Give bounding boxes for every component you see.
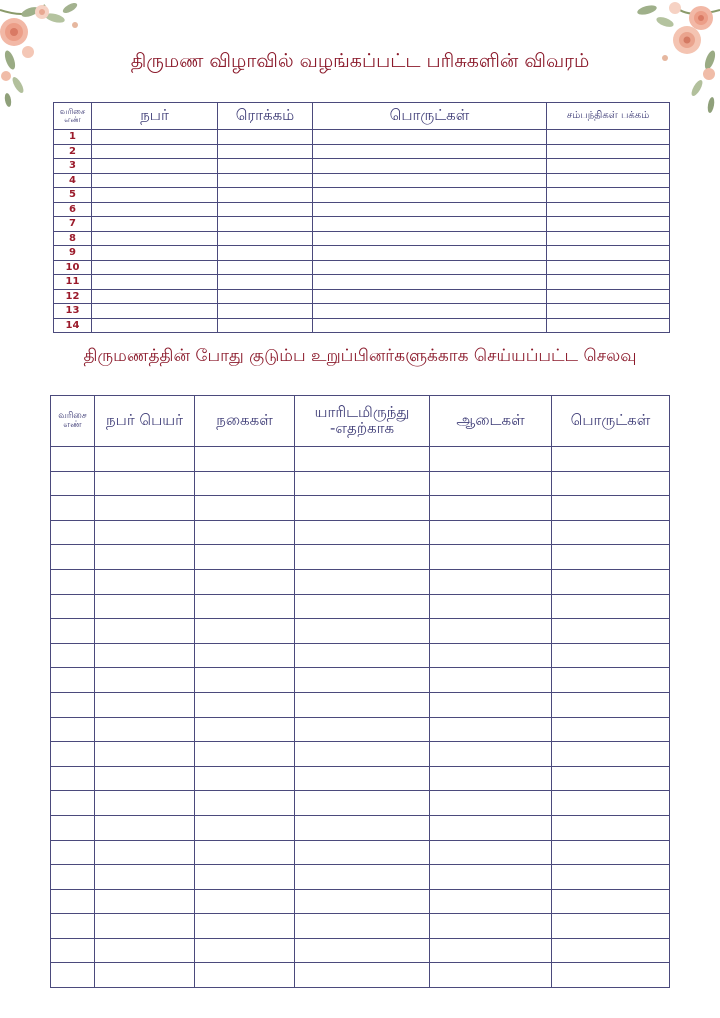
entry-cell[interactable] [295,545,430,570]
expenses-table-header-row [51,396,670,447]
entry-cell[interactable] [51,938,95,963]
entry-cell[interactable] [430,668,552,693]
table-row [51,766,670,791]
entry-cell[interactable] [552,766,670,791]
row-number: 8 [54,231,92,246]
entry-cell[interactable] [51,447,95,472]
entry-cell[interactable] [295,791,430,816]
entry-cell[interactable] [218,130,313,145]
entry-cell[interactable] [95,815,195,840]
entry-cell[interactable] [51,619,95,644]
table-row [51,569,670,594]
entry-cell[interactable] [295,447,430,472]
entry-cell[interactable] [92,275,218,290]
entry-cell[interactable] [95,840,195,865]
entry-cell[interactable] [430,717,552,742]
table-row [54,144,670,159]
entry-cell[interactable] [51,643,95,668]
entry-cell[interactable] [95,717,195,742]
entry-cell[interactable] [547,159,670,174]
entry-cell[interactable] [218,246,313,261]
entry-cell[interactable] [95,520,195,545]
entry-cell[interactable] [430,447,552,472]
entry-cell[interactable] [313,173,547,188]
entry-cell[interactable] [51,889,95,914]
table-row [54,217,670,232]
entry-cell[interactable] [195,914,295,939]
entry-cell[interactable] [552,692,670,717]
header-serial-no: வரிசை எண் [54,103,92,130]
entry-cell[interactable] [547,173,670,188]
entry-cell[interactable] [95,569,195,594]
entry-cell[interactable] [430,520,552,545]
entry-cell[interactable] [218,260,313,275]
entry-cell[interactable] [95,545,195,570]
entry-cell[interactable] [430,569,552,594]
table-row [51,545,670,570]
table-row [51,643,670,668]
entry-cell[interactable] [552,471,670,496]
row-number: 7 [54,217,92,232]
entry-cell[interactable] [51,766,95,791]
entry-cell[interactable] [430,840,552,865]
entry-cell[interactable] [92,318,218,333]
entry-cell[interactable] [547,202,670,217]
table-row [51,520,670,545]
entry-cell[interactable] [218,304,313,319]
entry-cell[interactable] [552,889,670,914]
entry-cell[interactable] [51,471,95,496]
entry-cell[interactable] [295,865,430,890]
table-row [54,246,670,261]
table-row [51,496,670,521]
entry-cell[interactable] [295,471,430,496]
entry-cell[interactable] [92,260,218,275]
header-jewels: நகைகள் [195,396,295,447]
expenses-title: திருமணத்தின் போது குடும்ப உறுப்பினர்களுக்காக செய்யப்பட்ட செலவு [83,346,637,366]
header-items: பொருட்கள் [552,396,670,447]
entry-cell[interactable] [218,289,313,304]
entry-cell[interactable] [92,159,218,174]
entry-cell[interactable] [195,619,295,644]
entry-cell[interactable] [195,963,295,988]
table-row [54,275,670,290]
entry-cell[interactable] [92,289,218,304]
entry-cell[interactable] [92,231,218,246]
entry-cell[interactable] [95,496,195,521]
entry-cell[interactable] [430,545,552,570]
entry-cell[interactable] [195,569,295,594]
entry-cell[interactable] [430,914,552,939]
entry-cell[interactable] [92,173,218,188]
entry-cell[interactable] [195,889,295,914]
entry-cell[interactable] [195,815,295,840]
entry-cell[interactable] [295,766,430,791]
entry-cell[interactable] [95,619,195,644]
entry-cell[interactable] [430,619,552,644]
entry-cell[interactable] [313,144,547,159]
table-row [51,742,670,767]
entry-cell[interactable] [95,643,195,668]
entry-cell[interactable] [218,231,313,246]
table-row [51,914,670,939]
entry-cell[interactable] [195,865,295,890]
entry-cell[interactable] [547,304,670,319]
entry-cell[interactable] [295,496,430,521]
entry-cell[interactable] [95,914,195,939]
entry-cell[interactable] [430,643,552,668]
gifts-table [53,102,670,333]
entry-cell[interactable] [218,188,313,203]
entry-cell[interactable] [552,643,670,668]
row-number: 10 [54,260,92,275]
table-row [51,471,670,496]
table-row [54,260,670,275]
entry-cell[interactable] [547,188,670,203]
entry-cell[interactable] [552,447,670,472]
entry-cell[interactable] [313,130,547,145]
entry-cell[interactable] [51,569,95,594]
table-row [51,692,670,717]
entry-cell[interactable] [552,668,670,693]
entry-cell[interactable] [95,742,195,767]
entry-cell[interactable] [95,889,195,914]
entry-cell[interactable] [218,173,313,188]
table-row [54,318,670,333]
table-row [54,202,670,217]
table-row [54,130,670,145]
entry-cell[interactable] [552,742,670,767]
entry-cell[interactable] [51,914,95,939]
row-number: 12 [54,289,92,304]
entry-cell[interactable] [295,520,430,545]
entry-cell[interactable] [430,471,552,496]
table-row [51,447,670,472]
entry-cell[interactable] [51,496,95,521]
entry-cell[interactable] [430,594,552,619]
entry-cell[interactable] [51,668,95,693]
entry-cell[interactable] [218,275,313,290]
entry-cell[interactable] [195,717,295,742]
entry-cell[interactable] [92,202,218,217]
gifts-title: திருமண விழாவில் வழங்கப்பட்ட பரிசுகளின் விவரம் [130,50,590,72]
entry-cell[interactable] [295,840,430,865]
entry-cell[interactable] [313,188,547,203]
entry-cell[interactable] [552,840,670,865]
entry-cell[interactable] [430,865,552,890]
entry-cell[interactable] [313,202,547,217]
entry-cell[interactable] [552,865,670,890]
entry-cell[interactable] [552,963,670,988]
entry-cell[interactable] [430,791,552,816]
entry-cell[interactable] [547,275,670,290]
entry-cell[interactable] [51,545,95,570]
entry-cell[interactable] [552,520,670,545]
row-number: 14 [54,318,92,333]
gifts-table-header-row [54,103,670,130]
entry-cell[interactable] [313,318,547,333]
entry-cell[interactable] [195,742,295,767]
row-number: 13 [54,304,92,319]
entry-cell[interactable] [51,520,95,545]
entry-cell[interactable] [92,304,218,319]
table-row [51,840,670,865]
table-row [51,815,670,840]
row-number: 11 [54,275,92,290]
table-row [51,594,670,619]
table-row [51,963,670,988]
entry-cell[interactable] [313,304,547,319]
table-row [54,188,670,203]
entry-cell[interactable] [92,130,218,145]
entry-cell[interactable] [295,643,430,668]
entry-cell[interactable] [92,217,218,232]
entry-cell[interactable] [430,496,552,521]
table-row [51,717,670,742]
entry-cell[interactable] [430,742,552,767]
entry-cell[interactable] [51,815,95,840]
entry-cell[interactable] [95,938,195,963]
entry-cell[interactable] [295,594,430,619]
entry-cell[interactable] [195,545,295,570]
row-number: 1 [54,130,92,145]
entry-cell[interactable] [195,840,295,865]
row-number: 3 [54,159,92,174]
entry-cell[interactable] [51,865,95,890]
table-row [54,159,670,174]
entry-cell[interactable] [430,766,552,791]
expenses-table [50,395,670,988]
entry-cell[interactable] [313,159,547,174]
header-serial-no: வரிசை எண் [51,396,95,447]
entry-cell[interactable] [195,766,295,791]
table-row [51,889,670,914]
entry-cell[interactable] [195,791,295,816]
entry-cell[interactable] [547,260,670,275]
entry-cell[interactable] [92,188,218,203]
header-items: பொருட்கள் [313,103,547,130]
entry-cell[interactable] [218,217,313,232]
table-row [54,231,670,246]
entry-cell[interactable] [295,938,430,963]
entry-cell[interactable] [51,791,95,816]
entry-cell[interactable] [552,619,670,644]
entry-cell[interactable] [92,144,218,159]
entry-cell[interactable] [547,246,670,261]
header-person: நபர் [92,103,218,130]
entry-cell[interactable] [313,260,547,275]
entry-cell[interactable] [95,447,195,472]
entry-cell[interactable] [95,963,195,988]
entry-cell[interactable] [295,815,430,840]
entry-cell[interactable] [95,766,195,791]
entry-cell[interactable] [552,594,670,619]
entry-cell[interactable] [295,717,430,742]
entry-cell[interactable] [430,815,552,840]
entry-cell[interactable] [430,692,552,717]
table-row [51,865,670,890]
row-number: 2 [54,144,92,159]
header-clothes: ஆடைகள் [430,396,552,447]
header-from-whom-for-what: யாரிடமிருந்து -எதற்காக [295,396,430,447]
entry-cell[interactable] [195,938,295,963]
entry-cell[interactable] [295,742,430,767]
row-number: 9 [54,246,92,261]
entry-cell[interactable] [195,496,295,521]
entry-cell[interactable] [95,692,195,717]
entry-cell[interactable] [295,569,430,594]
entry-cell[interactable] [95,668,195,693]
table-row [51,791,670,816]
entry-cell[interactable] [313,275,547,290]
entry-cell[interactable] [218,202,313,217]
entry-cell[interactable] [430,889,552,914]
entry-cell[interactable] [218,318,313,333]
table-row [54,289,670,304]
header-person-name: நபர் பெயர் [95,396,195,447]
entry-cell[interactable] [295,889,430,914]
entry-cell[interactable] [95,791,195,816]
entry-cell[interactable] [195,668,295,693]
entry-cell[interactable] [195,692,295,717]
entry-cell[interactable] [95,594,195,619]
entry-cell[interactable] [313,289,547,304]
entry-cell[interactable] [295,914,430,939]
entry-cell[interactable] [218,159,313,174]
entry-cell[interactable] [295,692,430,717]
entry-cell[interactable] [295,963,430,988]
row-number: 6 [54,202,92,217]
entry-cell[interactable] [195,471,295,496]
entry-cell[interactable] [313,231,547,246]
entry-cell[interactable] [51,594,95,619]
entry-cell[interactable] [195,447,295,472]
entry-cell[interactable] [313,217,547,232]
entry-cell[interactable] [552,569,670,594]
header-in-laws-side: சம்பந்திகள் பக்கம் [547,103,670,130]
entry-cell[interactable] [95,471,195,496]
entry-cell[interactable] [547,130,670,145]
entry-cell[interactable] [552,791,670,816]
entry-cell[interactable] [51,692,95,717]
table-row [54,173,670,188]
entry-cell[interactable] [552,938,670,963]
entry-cell[interactable] [552,496,670,521]
table-row [54,304,670,319]
entry-cell[interactable] [295,668,430,693]
entry-cell[interactable] [92,246,218,261]
entry-cell[interactable] [295,619,430,644]
entry-cell[interactable] [218,144,313,159]
entry-cell[interactable] [430,938,552,963]
entry-cell[interactable] [195,594,295,619]
entry-cell[interactable] [547,231,670,246]
entry-cell[interactable] [195,520,295,545]
entry-cell[interactable] [51,963,95,988]
entry-cell[interactable] [95,865,195,890]
header-cash: ரொக்கம் [218,103,313,130]
entry-cell[interactable] [552,717,670,742]
table-row [51,619,670,644]
table-row [51,668,670,693]
row-number: 5 [54,188,92,203]
entry-cell[interactable] [547,217,670,232]
entry-cell[interactable] [547,144,670,159]
entry-cell[interactable] [313,246,547,261]
row-number: 4 [54,173,92,188]
entry-cell[interactable] [547,289,670,304]
entry-cell[interactable] [430,963,552,988]
entry-cell[interactable] [195,643,295,668]
entry-cell[interactable] [552,914,670,939]
entry-cell[interactable] [51,742,95,767]
entry-cell[interactable] [552,815,670,840]
table-row [51,938,670,963]
entry-cell[interactable] [552,545,670,570]
entry-cell[interactable] [51,717,95,742]
entry-cell[interactable] [51,840,95,865]
entry-cell[interactable] [547,318,670,333]
